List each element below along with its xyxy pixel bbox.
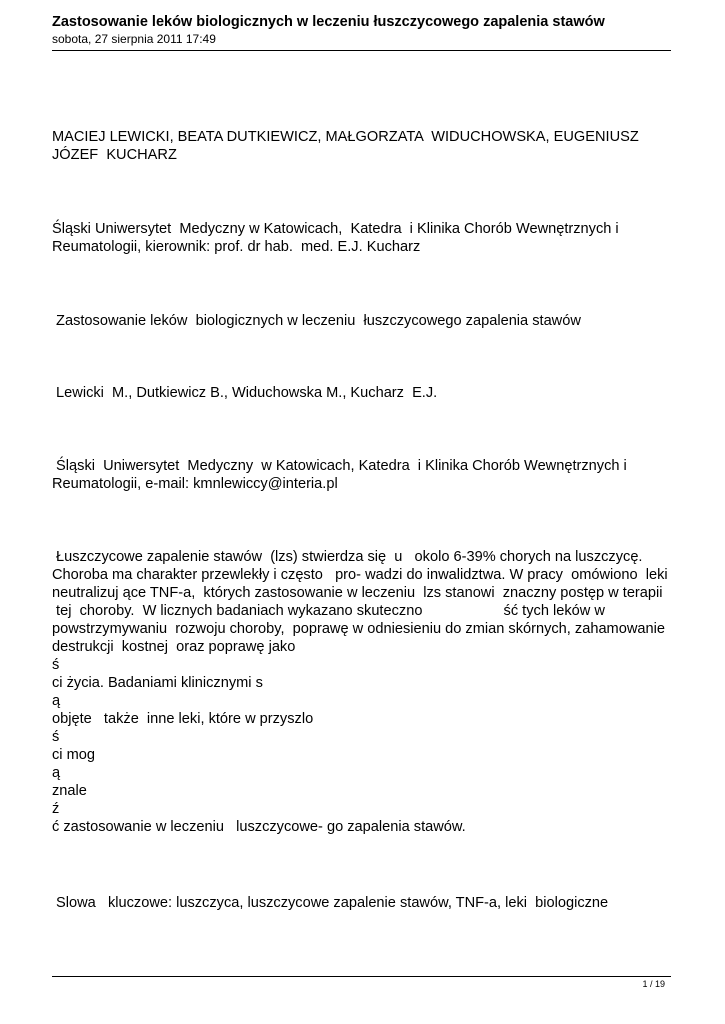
- text-line: Slowa kluczowe: luszczyca, luszczycowe zapalenie stawów, TNF-a, leki biologiczne: [52, 895, 609, 911]
- keywords-block: [52, 894, 682, 912]
- text-line: ź: [52, 801, 60, 817]
- header-title: Zastosowanie leków biologicznych w leczeniu łuszczycowego zapalenia stawów: [52, 14, 605, 30]
- text-line: Śląski Uniwersytet Medyczny w Katowicach, Katedra i Klinika Chorób Wewnętrznych i: [52, 221, 619, 237]
- text-line: JÓZEF KUCHARZ: [52, 147, 177, 163]
- abstract-block: [52, 548, 682, 836]
- text-line: ci mog: [52, 747, 95, 763]
- authors-block: [52, 128, 682, 164]
- text-line: Zastosowanie leków biologicznych w leczeniu łuszczycowego zapalenia stawów: [52, 313, 581, 329]
- text-line: Lewicki M., Dutkiewicz B., Widuchowska M., Kucharz E.J.: [52, 385, 438, 401]
- affiliation-contact: [52, 457, 682, 493]
- text-line: Śląski Uniwersytet Medyczny w Katowicach, Katedra i Klinika Chorób Wewnętrznych i: [52, 458, 627, 474]
- article-title: [52, 312, 682, 330]
- page-number: 1 / 19: [642, 979, 665, 989]
- header-rule: [52, 50, 671, 51]
- text-line: MACIEJ LEWICKI, BEATA DUTKIEWICZ, MAŁGORZATA WIDUCHOWSKA, EUGENIUSZ: [52, 129, 639, 145]
- text-line: ś: [52, 729, 60, 745]
- text-line: ć zastosowanie w leczeniu luszczycowe- go zapalenia stawów.: [52, 819, 466, 835]
- text-line: Reumatologii, kierownik: prof. dr hab. med. E.J. Kucharz: [52, 239, 421, 255]
- text-line: tej choroby. W licznych badaniach wykazano skuteczno ść tych leków w: [52, 603, 605, 619]
- text-line: znale: [52, 783, 87, 799]
- header-date: sobota, 27 sierpnia 2011 17:49: [52, 32, 216, 46]
- text-line: ci życia. Badaniami klinicznymi s: [52, 675, 263, 691]
- authors-short: [52, 384, 682, 402]
- text-line: neutralizuj ące TNF-a, których zastosowanie w leczeniu lzs stanowi znaczny postęp w terapii: [52, 585, 663, 601]
- text-line: powstrzymywaniu rozwoju choroby, poprawę w odniesieniu do zmian skórnych, zahamowanie: [52, 621, 665, 637]
- text-line: ą: [52, 765, 61, 781]
- text-line: destrukcji kostnej oraz poprawę jako: [52, 639, 296, 655]
- text-line: objęte także inne leki, które w przyszlo: [52, 711, 314, 727]
- text-line: ś: [52, 657, 60, 673]
- affiliation-block: [52, 220, 682, 256]
- footer-rule: [52, 976, 671, 977]
- text-line: Reumatologii, e-mail: kmnlewiccy@interia.pl: [52, 476, 338, 492]
- text-line: ą: [52, 693, 61, 709]
- text-line: Łuszczycowe zapalenie stawów (lzs) stwierdza się u okolo 6-39% chorych na luszczycę.: [52, 549, 643, 565]
- text-line: Choroba ma charakter przewlekły i często pro- wadzi do inwalidztwa. W pracy omówiono leki: [52, 567, 668, 583]
